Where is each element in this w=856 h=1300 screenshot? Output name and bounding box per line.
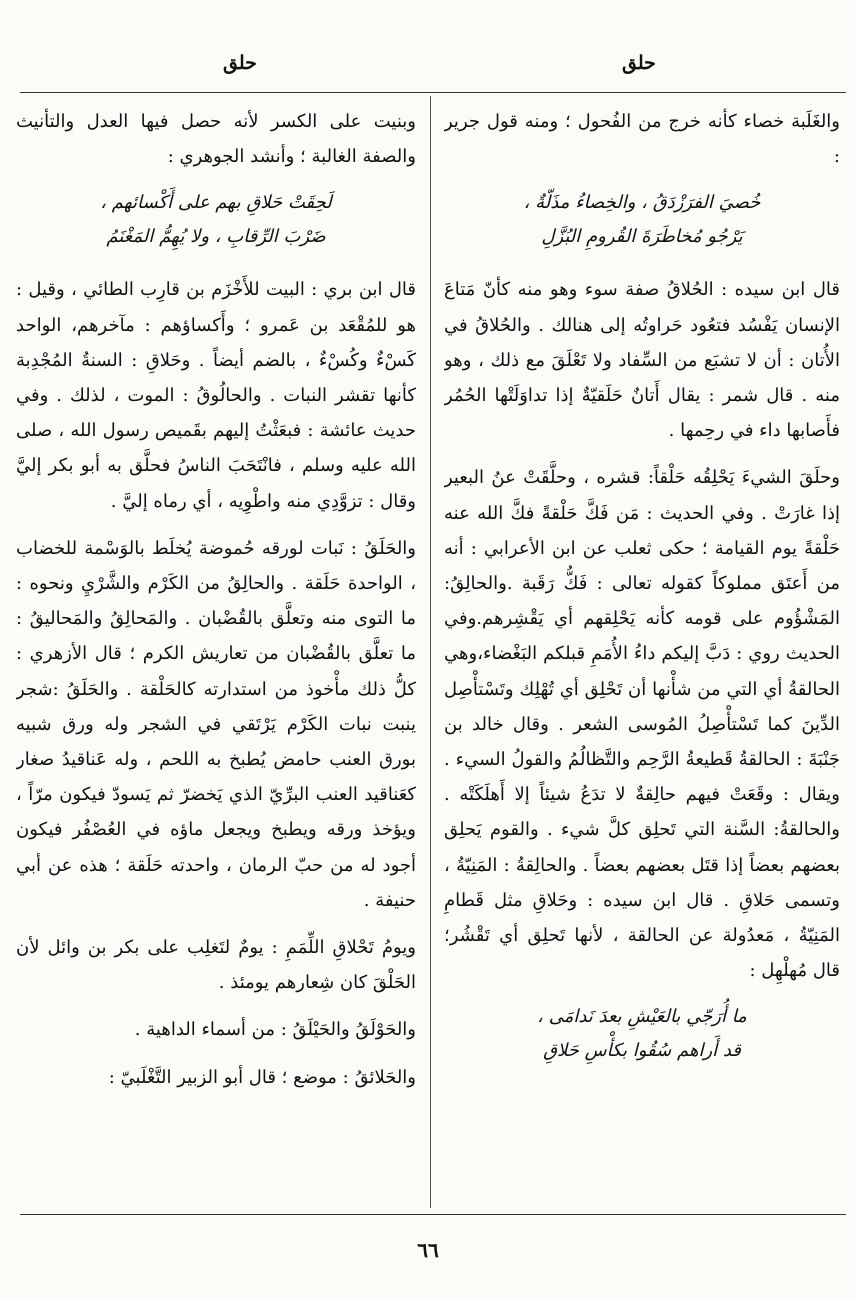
left-paragraph-1: وبنيت على الكسر لأنه حصل فيها العدل والتأنيث والصفة الغالبة ؛ وأنشد الجوهري : xyxy=(16,111,416,168)
bottom-rule xyxy=(20,1214,846,1215)
top-rule xyxy=(20,92,846,93)
verse-line: لَحِقَتْ حَلاقِ بهم على أَكْسائهم ، xyxy=(100,192,332,214)
left-paragraph-6: والحَلائقُ : موضع ؛ قال أبو الزبير التَّغْلَبيّ : xyxy=(108,1066,416,1088)
right-paragraph-1: والغَلَبة خصاء كأنه خرج من الفُحول ؛ ومنه قول جرير : xyxy=(444,111,840,168)
left-paragraph-4: ويومُ تَحْلاقِ اللِّمَمِ : يومٌ لتَغلِب على بكر بن وائل لأن الحَلْقَ كان شِعارهم يومئذ . xyxy=(16,937,416,994)
verse-line: خُصيَ الفرَزْدَقُ ، والخِصاءُ مذَلّةٌ ، xyxy=(523,192,761,214)
left-paragraph-3: والحَلَقُ : نَبات لورقه حُموضة يُخلَط بالوَسْمة للخضاب ، الواحدة حَلَقة . والحالِقُ من الكَرْم والشَّرْيِ ونحوه : ما التوى منه وتعلَّق بالقُضْبان . والمَحالِقُ والمَحاليقُ : ما تعلَّق بالقُضْبان من تعاريش الكرم ؛ قال الأزهري : كلُّ ذلك مأْخوذ من استدارته كالحَلْقة . والحَلَقُ :شجر ينبت نبات الكَرْم يَرْتَقي في الشجر وله ورق شبيه بورق العنب حامض يُطبخ به اللحم ، وله عَناقيدُ صغار كعَناقيد العنب البرِّيّ الذي يَخضرّ ثم يَسودّ فيكون مرّاً ، ويؤخذ ورقه ويطبخ ويجعل ماؤه في العُصْفُر فيكون أجود له من حبّ الرمان ، واحدته حَلَقة ؛ هذه عن أبي حنيفة . xyxy=(16,537,416,911)
header-entry-word-left: حلق xyxy=(223,52,257,74)
right-column xyxy=(444,104,840,1202)
header-entry-word-right: حلق xyxy=(622,52,656,74)
page-number: ٦٦ xyxy=(417,1238,439,1262)
right-paragraph-3: وحلَقَ الشيءَ يَحْلِقُه حَلْقاً: قشره ، وحلَّقَتْ عنُ البعير إذا غارَتْ . وفي الحديث : مَن فَكَّ حَلْقةً فكَّ الله عنه حَلْقةً يوم القيامة ؛ حكى ثعلب عن ابن الأعرابي : أنه من أَعتَق مملوكاً كقوله تعالى : فَكُّ رَقَبة .والحالِقُ: المَشْؤُوم على قومه كأنه يَحْلِقهم أي يَقْشِرهم.وفي الحديث روي : دَبَّ إليكم داءُ الأُمَمِ قبلكم البَغْضاء،وهي الحالقةُ أي التي من شأْنها أن تَحْلِق أي تُهْلِك وتَسْتأْصِل الدِّينَ كما تَسْتأْصِلُ المُوسى الشعر . وقال خالد بن جَنْبَةَ : الحالقةُ قَطيعةُ الرَّحِم والتَّظالُمُ والقولُ السيء . ويقال : وقَعَتْ فيهم حالِقةٌ لا تدَعُ شيئاً إلا أَهلَكَتْه . والحالقةُ: السَّنة التي تَحلِق كلَّ شيء . والقوم يَحلِق بعضهم بعضاً إذا قتَل بعضهم بعضاً . والحالِقةُ : المَنِيّةُ ، وتسمى حَلاقِ . قال ابن سيده : وحَلاقِ مثل قَطامِ المَنِيّةُ ، مَعدُولة عن الحالقة ، لأنها تَحلِق أي تَقْشُر؛ قال مُهلْهِل : xyxy=(444,467,840,982)
left-paragraph-5: والحَوْلَقُ والحَيْلَقُ : من أسماء الداهية . xyxy=(134,1019,416,1041)
verse-line: ما أُرَجّي بالعَيْشِ بعدَ نَدامَى ، xyxy=(537,1006,747,1028)
column-divider xyxy=(430,96,431,1208)
right-verse-2 xyxy=(444,1000,840,1068)
verse-line: يَرْجُو مُخاطَرَةَ القُرومِ البُزَّلِ xyxy=(541,226,743,248)
left-paragraph-2: قال ابن بري : البيت للأَخْزَم بن قارِب الطائي ، وقيل : هو للمُقْعَد بن عَمرو ؛ وأَكساؤهم : مآخرهم، الواحد كَسْءٌ وكُسْءٌ ، بالضم أيضاً . وحَلاقِ : السنةُ المُجْدِبة كأنها تقشر النبات . والحالُوقُ : الموت ، لذلك . وفي حديث عائشة : فبعَثْتُ إليهم بقَميص رسول الله ، صلى الله عليه وسلم ، فانْتَحَبَ الناسُ فحلَّق به أبو بكر إليَّ وقال : تزوَّدِي منه واطْوِيه ، أي رماه إليَّ . xyxy=(16,279,416,512)
left-verse-1 xyxy=(16,186,416,254)
right-paragraph-2: قال ابن سيده : الحُلاقُ صفة سوء وهو منه كأنّ مَتاعَ الإنسان يَفْسُد فتعُود حَراوتُه إلى هنالك . والحُلاقُ في الأُتان : أن لا تشبَع من السِّفاد ولا تَعْلَقَ مع ذلك ، وهو منه . قال شمر : يقال أَتانٌ حَلَقيّةٌ إذا تداوَلَتْها الحُمُر فأَصابها داء في رحِمها . xyxy=(444,279,840,442)
left-column xyxy=(16,104,416,1202)
verse-line: قد أَراهم سُقُوا بكأْسِ حَلاقِ xyxy=(543,1040,741,1062)
verse-line: ضَرْبَ الرِّقابِ ، ولا يُهِمُّ المَغْنَمُ xyxy=(106,226,326,248)
right-verse-1 xyxy=(444,186,840,254)
